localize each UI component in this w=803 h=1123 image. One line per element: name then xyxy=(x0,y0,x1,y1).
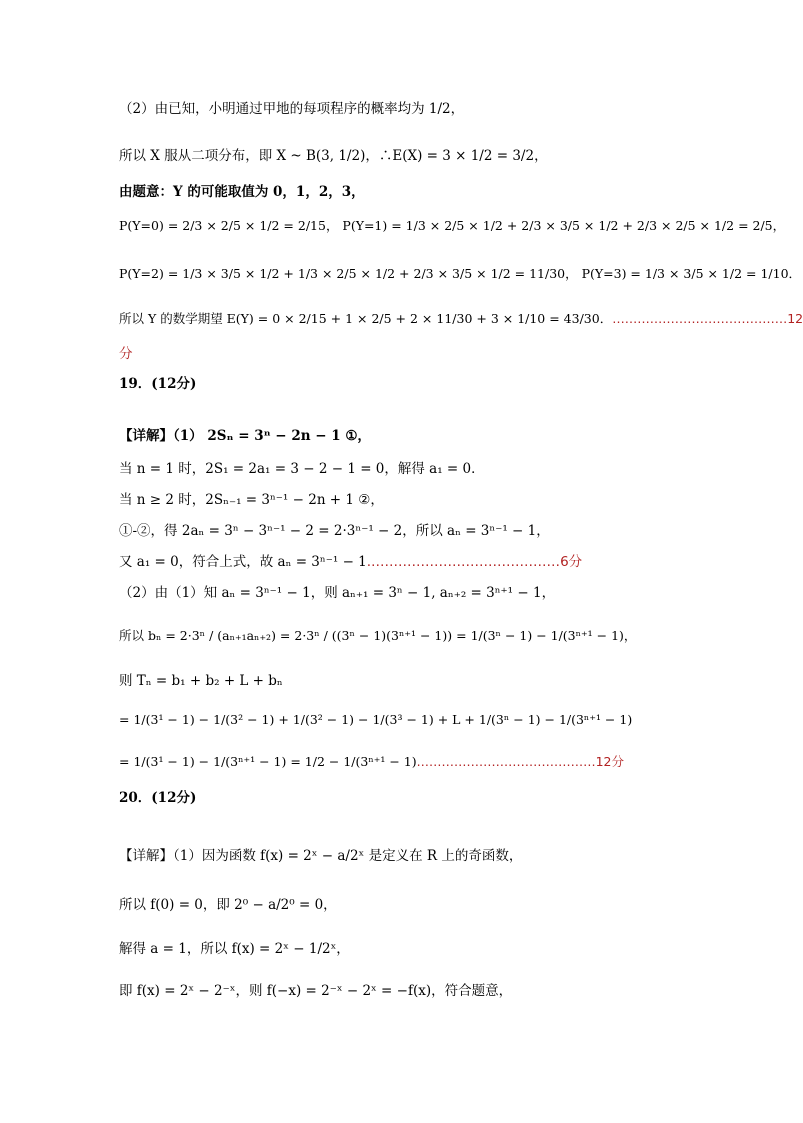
q19-check-line xyxy=(119,556,582,570)
expectation-text: 所以 Y 的数学期望 E(Y) = 0 × 2/15 + 1 × 2/5 + 2 × 11/30 + 3 × 1/10 = 43/30． xyxy=(119,311,613,326)
probability-y2-y3-line: P(Y=2) = 1/3 × 3/5 × 1/2 + 1/3 × 2/5 × 1/2 + 2/3 × 3/5 × 1/2 = 11/30， P(Y=3) = 1/3 × 3/5 × 1/2 = 1/10． xyxy=(119,266,802,281)
q19-telescoping-sum: = 1/(3¹ − 1) − 1/(3² − 1) + 1/(3² − 1) − 1/(3³ − 1) + L + 1/(3ⁿ − 1) − 1/(3ⁿ⁺¹ − 1) xyxy=(119,712,633,727)
score-marker: 12 xyxy=(787,311,803,326)
q19-part2: （2）由（1）知 aₙ = 3ⁿ⁻¹ − 1，则 aₙ₊₁ = 3ⁿ − 1, aₙ₊₂ = 3ⁿ⁺¹ − 1， xyxy=(119,585,556,601)
question-20-header: 20．(12分) xyxy=(119,790,197,806)
q20-f0-line: 所以 f(0) = 0，即 2⁰ − a/2⁰ = 0， xyxy=(119,897,337,913)
q19-result-line xyxy=(119,756,624,769)
y-values-line: 由题意：Y 的可能取值为 0，1，2，3， xyxy=(119,184,365,200)
dots-leader: .…………………………………… xyxy=(416,754,596,769)
q19-case-n1: 当 n = 1 时，2S₁ = 2a₁ = 3 − 2 − 1 = 0，解得 a₁ = 0． xyxy=(119,461,485,477)
q20-solve-line: 解得 a = 1，所以 f(x) = 2ˣ − 1/2ˣ， xyxy=(119,941,350,957)
question-19-header: 19．(12分) xyxy=(119,376,197,392)
score-marker: 12分 xyxy=(595,754,624,769)
expectation-line xyxy=(119,313,803,326)
q19-check: 又 a₁ = 0，符合上式，故 aₙ = 3ⁿ⁻¹ − 1 xyxy=(119,554,367,570)
q19-case-n2: 当 n ≥ 2 时，2Sₙ₋₁ = 3ⁿ⁻¹ − 2n + 1 ②， xyxy=(119,492,384,508)
q19-bn-formula: 所以 bₙ = 2·3ⁿ / (aₙ₊₁aₙ₊₂) = 2·3ⁿ / ((3ⁿ − 1)(3ⁿ⁺¹ − 1)) = 1/(3ⁿ − 1) − 1/(3ⁿ⁺¹ − 1)， xyxy=(119,628,637,643)
q19-result: = 1/(3¹ − 1) − 1/(3ⁿ⁺¹ − 1) = 1/2 − 1/(3ⁿ⁺¹ − 1) xyxy=(119,754,417,769)
part2-intro: （2）由已知，小明通过甲地的每项程序的概率均为 1/2， xyxy=(119,101,465,117)
dots-leader: .…………………………………… xyxy=(366,554,561,570)
binomial-distribution-line: 所以 X 服从二项分布，即 X ~ B(3, 1/2)，∴E(X) = 3 × 1/2 = 3/2， xyxy=(119,148,548,164)
q20-verify-line: 即 f(x) = 2ˣ − 2⁻ˣ，则 f(−x) = 2⁻ˣ − 2ˣ = −f(x)，符合题意， xyxy=(119,983,513,999)
q19-detail-intro: 【详解】（1） 2Sₙ = 3ⁿ − 2n − 1 ①， xyxy=(119,428,371,444)
q19-subtract: ①-②，得 2aₙ = 3ⁿ − 3ⁿ⁻¹ − 2 = 2·3ⁿ⁻¹ − 2，所以 aₙ = 3ⁿ⁻¹ − 1， xyxy=(119,523,550,539)
q20-detail-intro: 【详解】（1）因为函数 f(x) = 2ˣ − a/2ˣ 是定义在 R 上的奇函数， xyxy=(119,848,523,864)
probability-y0-y1-line: P(Y=0) = 2/3 × 2/5 × 1/2 = 2/15， P(Y=1) = 1/3 × 2/5 × 1/2 + 2/3 × 3/5 × 1/2 + 2/3 × 2/5 × 1/2 = 2/5， xyxy=(119,218,786,233)
score-marker: 6分 xyxy=(560,554,583,570)
score-unit: 分 xyxy=(119,346,133,362)
dots-leader: …………………………………… xyxy=(612,311,788,326)
q19-tn-definition: 则 Tₙ = b₁ + b₂ + L + bₙ xyxy=(119,673,283,689)
